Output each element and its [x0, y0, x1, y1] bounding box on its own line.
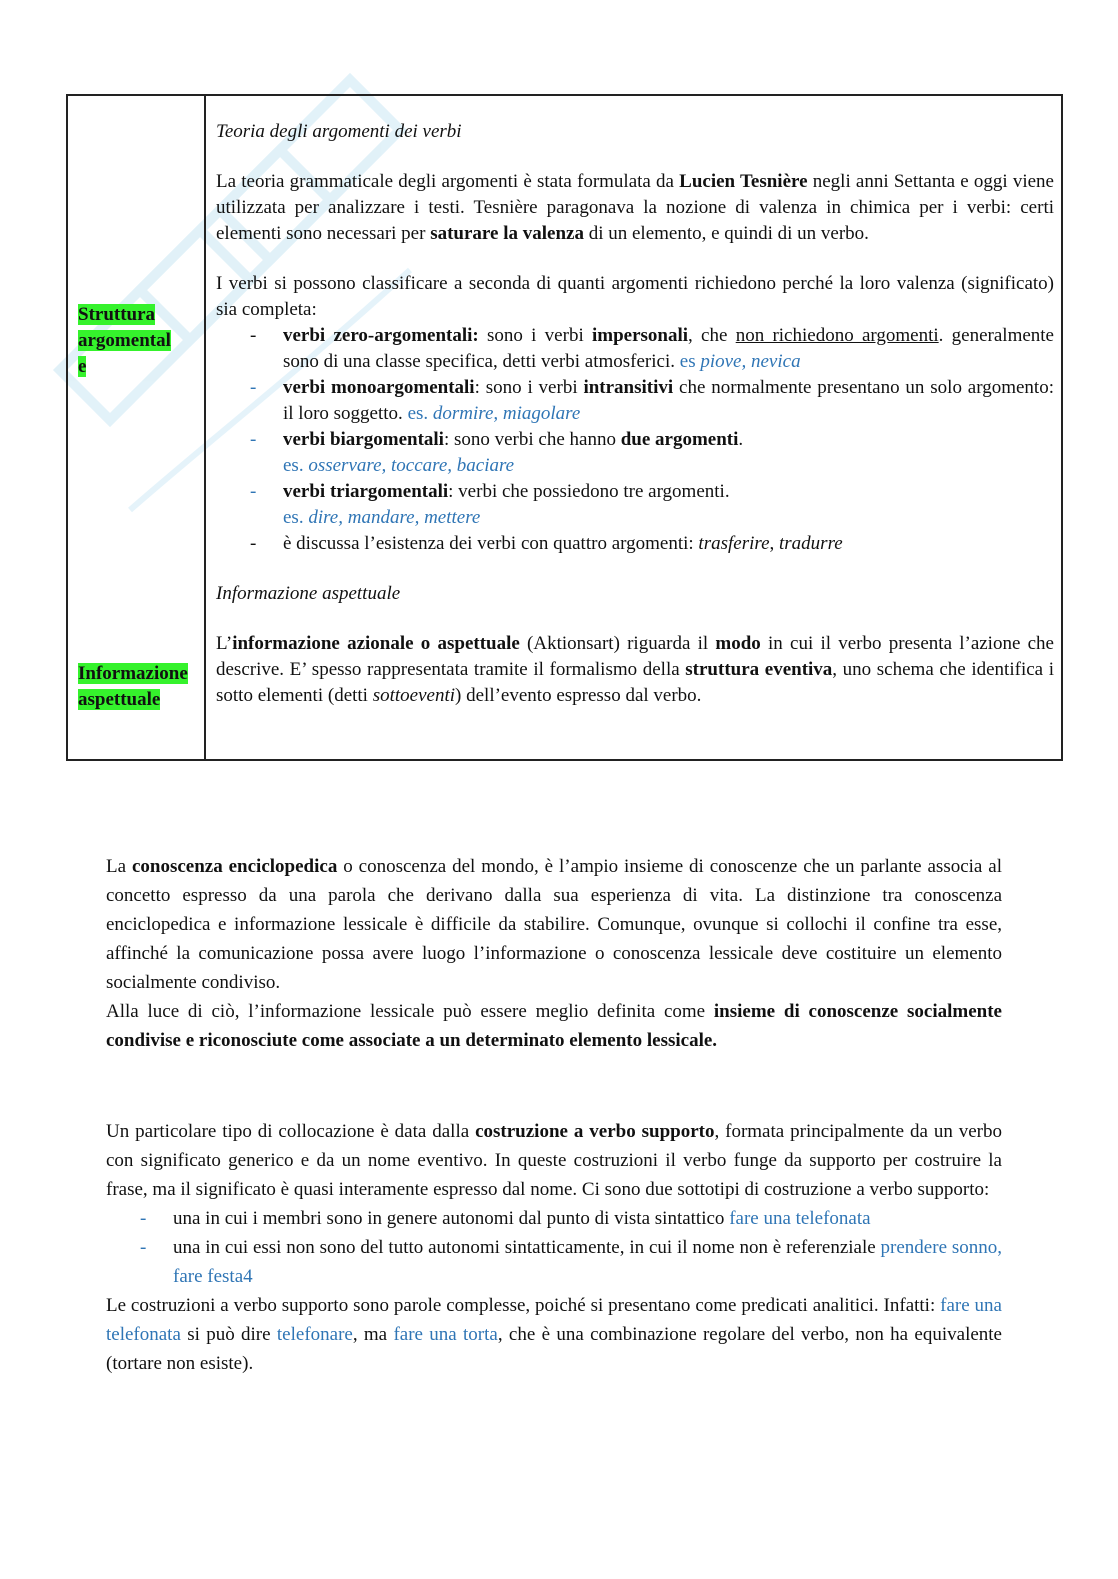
paragraph-classificazione: I verbi si possono classificare a seconda di quanti argomenti richiedono perché la loro valenza (significato) sia completa: [216, 273, 1054, 320]
verb-type-list [216, 323, 1054, 557]
list-item: - una in cui essi non sono del tutto autonomi sintatticamente, in cui il nome non è referenziale prendere sonno, fare festa4 [140, 1237, 1002, 1287]
column-divider [204, 96, 206, 759]
list-item: - una in cui i membri sono in genere autonomi dal punto di vista sintattico fare una telefonata [140, 1208, 871, 1229]
paragraph-verbo-supporto: Un particolare tipo di collocazione è data dalla costruzione a verbo supporto, formata principalmente da un verbo con significato generico e da un nome eventivo. In queste costruzioni il verbo funge da supporto per costruire la frase, ma il significato è quasi interamente espresso dal nome. Ci sono due sottotipi di costruzione a verbo supporto: - una in cui i membri sono in genere autonomi dal punto di vista sintattico fare una telefonata - una in cui essi non sono del tutto autonomi sintatticamente, in cui il nome non è referenziale prendere sonno, fare festa4 Le costruzioni a verbo supporto sono parole complesse, poiché si presentano come predicati analitici. Infatti: fare una telefonata si può dire telefonare, ma fare una torta, che è una combinazione regolare del verbo, non ha equivalente (tortare non esiste). [106, 1121, 1002, 1374]
label-struttura-argomentale: Struttura argomental e [78, 304, 171, 377]
paragraph-conoscenza-enciclopedica: La conoscenza enciclopedica o conoscenza del mondo, è l’ampio insieme di conoscenze che un parlante associa al concetto espresso da una parola che derivano dalla sua esperienza di vita. La distinzione tra conoscenza enciclopedica e informazione lessicale è difficile da stabilire. Comunque, ovunque si collochi il confine tra esse, affinché la comunicazione possa avere luogo l’informazione o conoscenza lessicale deve costituire un elemento socialmente condiviso. Alla luce di ciò, l’informazione lessicale può essere meglio definita come insieme di conoscenze socialmente condivise e riconosciute come associate a un determinato elemento lessicale. [106, 856, 1002, 1051]
list-item: - verbi biargomentali: sono verbi che hanno due argomenti. es. osservare, toccare, baciare [250, 429, 744, 476]
list-item: - verbi monoargomentali: sono i verbi intransitivi che normalmente presentano un solo argomento: il loro soggetto. es. dormire, miagolare [250, 377, 1054, 424]
list-item: - è discussa l’esistenza dei verbi con quattro argomenti: trasferire, tradurre [250, 533, 843, 554]
section-title-aspettuale: Informazione aspettuale [216, 583, 401, 604]
list-item: - verbi triargomentali: verbi che possiedono tre argomenti. es. dire, mandare, mettere [250, 481, 730, 528]
section-title-argomenti: Teoria degli argomenti dei verbi [216, 121, 462, 142]
list-item: - verbi zero-argomentali: sono i verbi impersonali, che non richiedono argomenti. generalmente sono di una classe specifica, detti verbi atmosferici. es piove, nevica [250, 325, 1054, 372]
paragraph-aktionsart: L’informazione azionale o aspettuale (Aktionsart) riguarda il modo in cui il verbo presenta l’azione che descrive. E’ spesso rappresentata tramite il formalismo della struttura eventiva, uno schema che identifica i sotto elementi (detti sottoeventi) dell’evento espresso dal verbo. [216, 633, 1054, 706]
table-content [216, 119, 1054, 709]
label-informazione-aspettuale: Informazione aspettuale [78, 663, 188, 710]
paragraph-tesniere: La teoria grammaticale degli argomenti è stata formulata da Lucien Tesnière negli anni Settanta e oggi viene utilizzata per analizzare i testi. Tesnière paragonava la nozione di valenza in chimica per i verbi: certi elementi sono necessari per saturare la valenza di un elemento, e quindi di un verbo. [216, 171, 1054, 244]
notes-table [66, 94, 1063, 761]
subtype-list [106, 1204, 1002, 1291]
